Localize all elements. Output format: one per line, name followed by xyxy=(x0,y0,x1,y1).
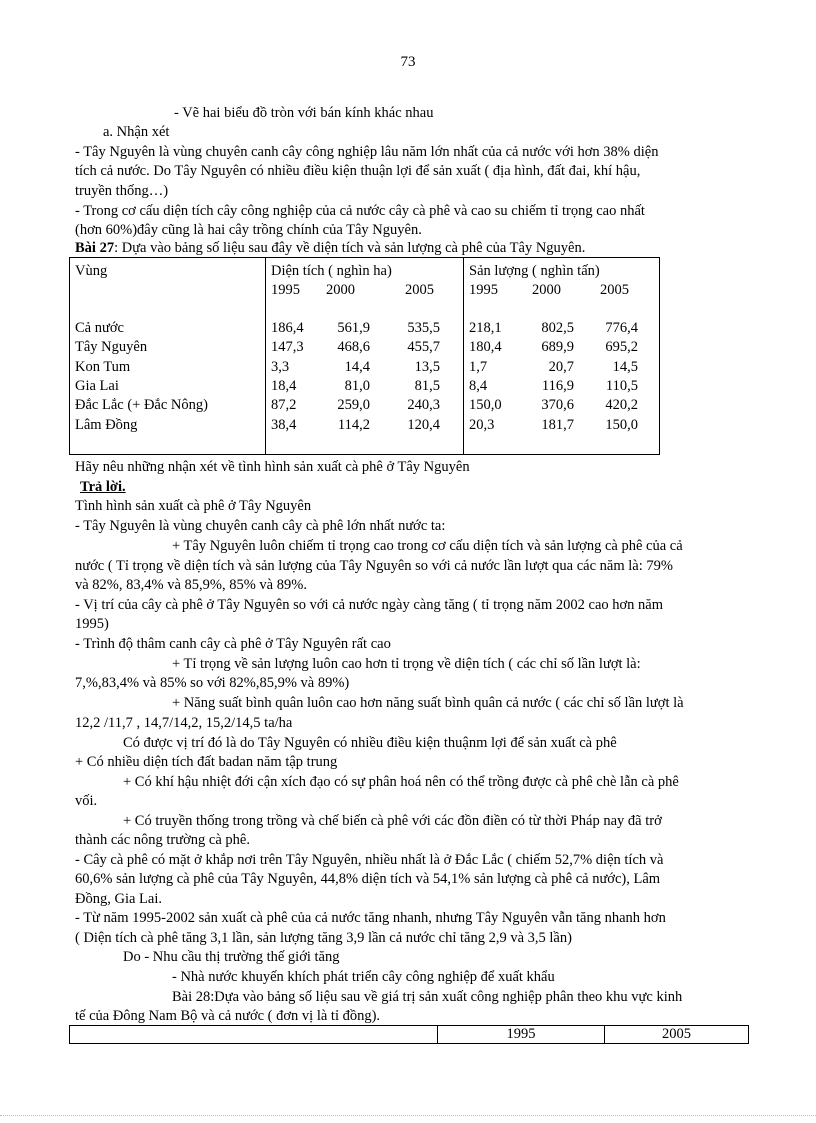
answer-line: + Tỉ trọng về sản lượng luôn cao hơn tỉ trọng về diện tích ( các chỉ số lần lượt là: xyxy=(172,656,641,672)
year-label: 1995 xyxy=(271,282,300,298)
row-region: Tây Nguyên xyxy=(75,339,148,355)
answer-line: tế của Đông Nam Bộ và cả nước ( đơn vị là tỉ đồng). xyxy=(75,1008,381,1024)
answer-line: + Năng suất bình quân luôn cao hơn năng suất bình quân cả nước ( các chỉ số lần lượt là xyxy=(172,695,684,711)
output-value: 1,7 xyxy=(469,359,488,375)
output-value: 8,4 xyxy=(469,378,488,394)
answer-line: - Từ năm 1995-2002 sản xuất cà phê của cả nước tăng nhanh, nhưng Tây Nguyên vẫn tăng nhanh hơn xyxy=(75,910,666,926)
answer-line: Do - Nhu cầu thị trường thế giới tăng xyxy=(123,949,340,965)
answer-line: - Vị trí của cây cà phê ở Tây Nguyên so với cả nước ngày càng tăng ( tỉ trọng năm 2002 cao hơn năm xyxy=(75,597,664,613)
intro-line: (hơn 60%)đây cũng là hai cây trồng chính của Tây Nguyên. xyxy=(75,222,422,238)
intro-line: truyền thống…) xyxy=(75,183,169,199)
answer-line: - Nhà nước khuyến khích phát triển cây công nghiệp để xuất khẩu xyxy=(172,969,555,985)
output-value: 116,9 xyxy=(541,378,574,394)
area-value: 455,7 xyxy=(407,339,440,355)
row-region: Gia Lai xyxy=(75,378,119,394)
page-number: 73 xyxy=(400,54,416,70)
output-value: 150,0 xyxy=(469,397,502,413)
year-label: 2000 xyxy=(326,282,355,298)
answer-line: Bài 28:Dựa vào bảng số liệu sau về giá trị sản xuất công nghiệp phân theo khu vực kinh xyxy=(172,989,683,1005)
area-value: 535,5 xyxy=(407,320,440,336)
answer-line: 7,%,83,4% và 85% so với 82%,85,9% và 89%) xyxy=(75,675,350,691)
answer-line: Đồng, Gia Lai. xyxy=(75,891,162,907)
answer-line: 12,2 /11,7 , 14,7/14,2, 15,2/14,5 ta/ha xyxy=(75,715,293,731)
output-value: 180,4 xyxy=(469,339,502,355)
output-value: 689,9 xyxy=(541,339,574,355)
output-value: 110,5 xyxy=(605,378,638,394)
answer-line: ( Diện tích cà phê tăng 3,1 lần, sản lượng tăng 3,9 lần cả nước chỉ tăng 2,9 và 3,5 lần) xyxy=(75,930,572,946)
area-value: 240,3 xyxy=(407,397,440,413)
section-a-label: a. Nhận xét xyxy=(103,124,170,140)
answer-line: 60,6% sản lượng cà phê của Tây Nguyên, 44,8% diện tích và 54,1% sản lượng cà phê cả nước), Lâm xyxy=(75,871,661,887)
area-value: 186,4 xyxy=(271,320,304,336)
year-header: 1995 xyxy=(438,1026,605,1044)
area-value: 38,4 xyxy=(271,417,297,433)
area-value: 468,6 xyxy=(337,339,370,355)
year-label: 2000 xyxy=(532,282,561,298)
output-value: 20,3 xyxy=(469,417,495,433)
bai28-table-header xyxy=(69,1025,749,1044)
output-value: 14,5 xyxy=(612,359,638,375)
header-region: Vùng xyxy=(75,263,108,279)
answer-line: 1995) xyxy=(75,616,109,632)
output-value: 181,7 xyxy=(541,417,574,433)
area-value: 14,4 xyxy=(344,359,370,375)
year-label: 2005 xyxy=(405,282,434,298)
row-region: Đắc Lắc (+ Đắc Nông) xyxy=(75,397,208,413)
answer-line: - Cây cà phê có mặt ở khắp nơi trên Tây Nguyên, nhiều nhất là ở Đắc Lắc ( chiếm 52,7% diện tích và xyxy=(75,852,664,868)
bai27-text: : Dựa vào bảng số liệu sau đây về diện tích và sản lượng cà phê của Tây Nguyên. xyxy=(114,240,586,256)
answer-line: thành các nông trường cà phê. xyxy=(75,832,250,848)
answer-line: nước ( Tỉ trọng về diện tích và sản lượng của Tây Nguyên so với cả nước lần lượt qua các năm là: 79% xyxy=(75,558,673,574)
intro-line: - Trong cơ cấu diện tích cây công nghiệp của cả nước cây cà phê và cao su chiếm tỉ trọng cao nhất xyxy=(75,203,645,219)
answer-line: - Trình độ thâm canh cây cà phê ở Tây Nguyên rất cao xyxy=(75,636,391,652)
answer-line: vối. xyxy=(75,793,98,809)
year-header: 2005 xyxy=(605,1026,749,1044)
year-label: 1995 xyxy=(469,282,498,298)
answer-line: Tình hình sản xuất cà phê ở Tây Nguyên xyxy=(75,498,312,514)
answer-line: - Tây Nguyên là vùng chuyên canh cây cà phê lớn nhất nước ta: xyxy=(75,518,446,534)
answer-heading: Trả lời. xyxy=(80,479,126,495)
output-value: 20,7 xyxy=(548,359,574,375)
output-value: 695,2 xyxy=(605,339,638,355)
bullet-draw-pie: - Vẽ hai biểu đồ tròn với bán kính khác nhau xyxy=(174,105,434,121)
answer-line: + Có truyền thống trong trồng và chế biến cà phê với các đồn điền có từ thời Pháp nay đã trở xyxy=(123,813,662,829)
answer-line: + Có khí hậu nhiệt đới cận xích đạo có sự phân hoá nên có thể trồng được cà phê chè lẫn cà phê xyxy=(123,774,679,790)
intro-line: - Tây Nguyên là vùng chuyên canh cây công nghiệp lâu năm lớn nhất của cả nước với hơn 38% diện xyxy=(75,144,659,160)
answer-line: Có được vị trí đó là do Tây Nguyên có nhiều điều kiện thuậnm lợi để sản xuất cà phê xyxy=(123,735,617,751)
area-value: 114,2 xyxy=(337,417,370,433)
row-region: Lâm Đồng xyxy=(75,417,138,433)
empty-header-cell xyxy=(70,1026,438,1044)
answer-line: và 82%, 83,4% và 85,9%, 85% và 89%. xyxy=(75,577,307,593)
row-region: Kon Tum xyxy=(75,359,131,375)
year-label: 2005 xyxy=(600,282,629,298)
header-area: Diện tích ( nghìn ha) xyxy=(271,263,392,279)
row-region: Cả nước xyxy=(75,320,124,336)
area-value: 18,4 xyxy=(271,378,297,394)
intro-line: tích cả nước. Do Tây Nguyên có nhiều điều kiện thuận lợi để sản xuất ( địa hình, đất đai, khí hậu, xyxy=(75,163,641,179)
output-value: 802,5 xyxy=(541,320,574,336)
output-value: 218,1 xyxy=(469,320,502,336)
page-edge-divider xyxy=(0,1115,816,1116)
area-value: 13,5 xyxy=(414,359,440,375)
output-value: 370,6 xyxy=(541,397,574,413)
area-value: 120,4 xyxy=(407,417,440,433)
area-value: 87,2 xyxy=(271,397,297,413)
coffee-data-table xyxy=(69,257,660,455)
bai27-heading xyxy=(75,239,585,257)
answer-line: + Có nhiều diện tích đất badan năm tập trung xyxy=(75,754,338,770)
answer-line: + Tây Nguyên luôn chiếm tỉ trọng cao trong cơ cấu diện tích và sản lượng cà phê của cả xyxy=(172,538,683,554)
area-value: 81,5 xyxy=(414,378,440,394)
area-value: 259,0 xyxy=(337,397,370,413)
output-value: 420,2 xyxy=(605,397,638,413)
area-value: 561,9 xyxy=(337,320,370,336)
area-value: 3,3 xyxy=(271,359,290,375)
area-value: 81,0 xyxy=(344,378,370,394)
bai27-label: Bài 27 xyxy=(75,240,115,256)
output-value: 776,4 xyxy=(605,320,638,336)
header-output: Sản lượng ( nghìn tấn) xyxy=(469,263,600,279)
output-value: 150,0 xyxy=(605,417,638,433)
question-text: Hãy nêu những nhận xét về tình hình sản xuất cà phê ở Tây Nguyên xyxy=(75,459,470,475)
area-value: 147,3 xyxy=(271,339,304,355)
